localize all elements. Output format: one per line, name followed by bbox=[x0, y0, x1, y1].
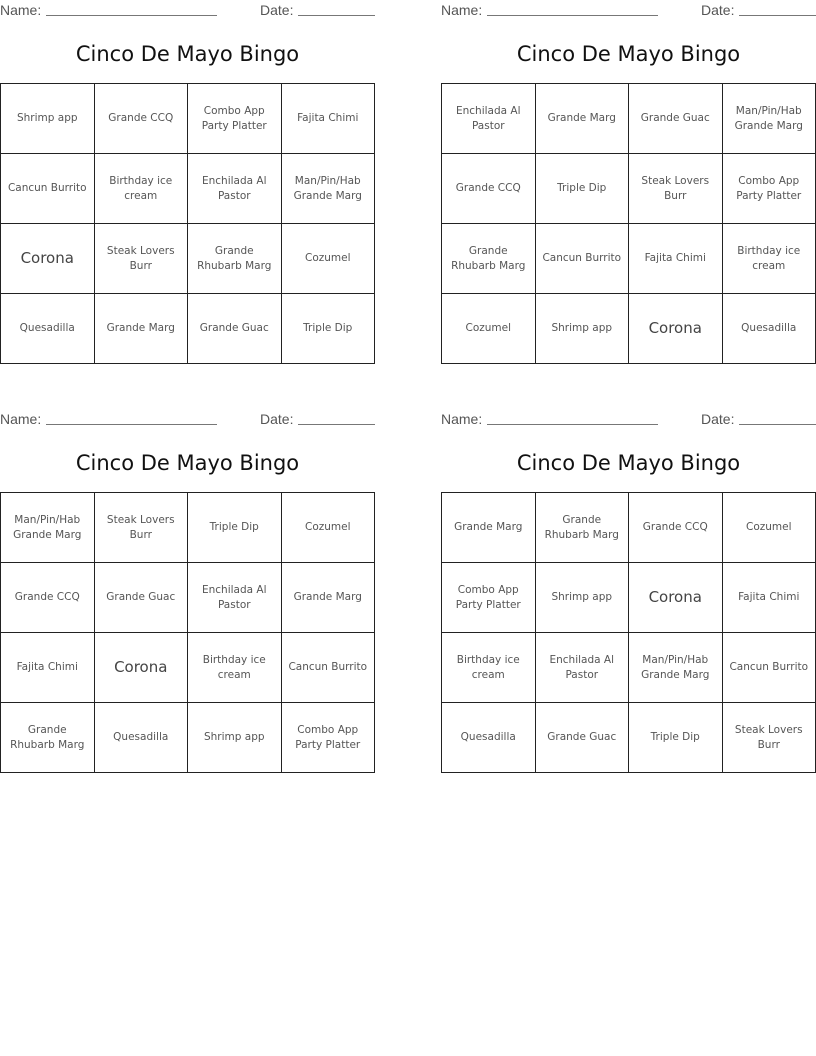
bingo-cell[interactable]: Fajita Chimi bbox=[1, 633, 95, 703]
bingo-card-4 bbox=[441, 409, 816, 771]
bingo-cell[interactable]: Grande Marg bbox=[95, 294, 189, 364]
bingo-cell[interactable]: Grande Guac bbox=[95, 563, 189, 633]
bingo-cell[interactable]: Cancun Burrito bbox=[536, 224, 630, 294]
bingo-card-2 bbox=[441, 0, 816, 362]
date-blank[interactable] bbox=[298, 424, 375, 425]
bingo-cell[interactable]: Grande CCQ bbox=[95, 84, 189, 154]
bingo-cell[interactable]: Fajita Chimi bbox=[723, 563, 816, 633]
date-label: Date: bbox=[260, 411, 294, 427]
bingo-cell[interactable]: Man/Pin/Hab Grande Marg bbox=[1, 493, 95, 563]
bingo-cell[interactable]: Birthday ice cream bbox=[723, 224, 816, 294]
bingo-grid bbox=[0, 83, 375, 364]
bingo-grid bbox=[441, 83, 816, 364]
bingo-cell[interactable]: Cancun Burrito bbox=[282, 633, 376, 703]
bingo-cell[interactable]: Cozumel bbox=[282, 493, 376, 563]
bingo-cell[interactable]: Fajita Chimi bbox=[629, 224, 723, 294]
bingo-cell[interactable]: Quesadilla bbox=[1, 294, 95, 364]
bingo-cell[interactable]: Enchilada Al Pastor bbox=[536, 633, 630, 703]
bingo-cell[interactable]: Birthday ice cream bbox=[188, 633, 282, 703]
bingo-cell[interactable]: Shrimp app bbox=[536, 294, 630, 364]
bingo-cell[interactable]: Grande CCQ bbox=[629, 493, 723, 563]
bingo-cell[interactable]: Combo App Party Platter bbox=[188, 84, 282, 154]
bingo-cell[interactable]: Quesadilla bbox=[723, 294, 816, 364]
bingo-cell[interactable]: Steak Lovers Burr bbox=[629, 154, 723, 224]
bingo-cell[interactable]: Grande Rhubarb Marg bbox=[1, 703, 95, 773]
bingo-cell[interactable]: Fajita Chimi bbox=[282, 84, 376, 154]
name-blank[interactable] bbox=[487, 15, 658, 16]
name-label: Name: bbox=[0, 411, 42, 427]
name-label: Name: bbox=[441, 2, 483, 18]
bingo-cell[interactable]: Corona bbox=[1, 224, 95, 294]
name-label: Name: bbox=[0, 2, 42, 18]
bingo-cell[interactable]: Cozumel bbox=[282, 224, 376, 294]
bingo-grid bbox=[0, 492, 375, 773]
bingo-cell[interactable]: Quesadilla bbox=[442, 703, 536, 773]
bingo-cell[interactable]: Triple Dip bbox=[188, 493, 282, 563]
bingo-cell[interactable]: Grande Rhubarb Marg bbox=[188, 224, 282, 294]
bingo-cell[interactable]: Triple Dip bbox=[536, 154, 630, 224]
bingo-cell[interactable]: Shrimp app bbox=[1, 84, 95, 154]
bingo-cell[interactable]: Combo App Party Platter bbox=[723, 154, 816, 224]
bingo-cell[interactable]: Grande Marg bbox=[282, 563, 376, 633]
bingo-cell[interactable]: Cancun Burrito bbox=[1, 154, 95, 224]
bingo-cell[interactable]: Shrimp app bbox=[188, 703, 282, 773]
name-blank[interactable] bbox=[487, 424, 658, 425]
bingo-cell[interactable]: Grande Marg bbox=[536, 84, 630, 154]
date-label: Date: bbox=[260, 2, 294, 18]
bingo-cell[interactable]: Corona bbox=[629, 563, 723, 633]
bingo-cell[interactable]: Cozumel bbox=[723, 493, 816, 563]
bingo-cell[interactable]: Combo App Party Platter bbox=[282, 703, 376, 773]
bingo-cell[interactable]: Cozumel bbox=[442, 294, 536, 364]
bingo-cell[interactable]: Combo App Party Platter bbox=[442, 563, 536, 633]
bingo-cell[interactable]: Grande Guac bbox=[629, 84, 723, 154]
bingo-card-3 bbox=[0, 409, 375, 771]
bingo-cell[interactable]: Man/Pin/Hab Grande Marg bbox=[629, 633, 723, 703]
bingo-cell[interactable]: Birthday ice cream bbox=[442, 633, 536, 703]
bingo-cell[interactable]: Man/Pin/Hab Grande Marg bbox=[282, 154, 376, 224]
bingo-cell[interactable]: Cancun Burrito bbox=[723, 633, 816, 703]
name-blank[interactable] bbox=[46, 15, 217, 16]
bingo-cell[interactable]: Corona bbox=[629, 294, 723, 364]
bingo-cell[interactable]: Triple Dip bbox=[629, 703, 723, 773]
date-blank[interactable] bbox=[739, 424, 816, 425]
bingo-cell[interactable]: Grande CCQ bbox=[1, 563, 95, 633]
bingo-cell[interactable]: Grande Guac bbox=[188, 294, 282, 364]
bingo-cell[interactable]: Man/Pin/Hab Grande Marg bbox=[723, 84, 816, 154]
bingo-cell[interactable]: Steak Lovers Burr bbox=[95, 224, 189, 294]
bingo-cell[interactable]: Enchilada Al Pastor bbox=[188, 154, 282, 224]
bingo-cell[interactable]: Grande Marg bbox=[442, 493, 536, 563]
card-title: Cinco De Mayo Bingo bbox=[75, 451, 300, 475]
name-label: Name: bbox=[441, 411, 483, 427]
card-title: Cinco De Mayo Bingo bbox=[516, 451, 741, 475]
bingo-card-1 bbox=[0, 0, 375, 362]
bingo-cell[interactable]: Corona bbox=[95, 633, 189, 703]
bingo-cell[interactable]: Steak Lovers Burr bbox=[723, 703, 816, 773]
card-title: Cinco De Mayo Bingo bbox=[516, 42, 741, 66]
bingo-cell[interactable]: Grande Rhubarb Marg bbox=[536, 493, 630, 563]
name-blank[interactable] bbox=[46, 424, 217, 425]
date-blank[interactable] bbox=[739, 15, 816, 16]
date-blank[interactable] bbox=[298, 15, 375, 16]
card-title: Cinco De Mayo Bingo bbox=[75, 42, 300, 66]
date-label: Date: bbox=[701, 411, 735, 427]
bingo-cell[interactable]: Steak Lovers Burr bbox=[95, 493, 189, 563]
bingo-cell[interactable]: Grande CCQ bbox=[442, 154, 536, 224]
bingo-cell[interactable]: Grande Rhubarb Marg bbox=[442, 224, 536, 294]
bingo-grid bbox=[441, 492, 816, 773]
bingo-cell[interactable]: Triple Dip bbox=[282, 294, 376, 364]
bingo-cell[interactable]: Quesadilla bbox=[95, 703, 189, 773]
date-label: Date: bbox=[701, 2, 735, 18]
bingo-cell[interactable]: Birthday ice cream bbox=[95, 154, 189, 224]
bingo-cell[interactable]: Enchilada Al Pastor bbox=[442, 84, 536, 154]
bingo-cell[interactable]: Shrimp app bbox=[536, 563, 630, 633]
bingo-cell[interactable]: Enchilada Al Pastor bbox=[188, 563, 282, 633]
bingo-cell[interactable]: Grande Guac bbox=[536, 703, 630, 773]
